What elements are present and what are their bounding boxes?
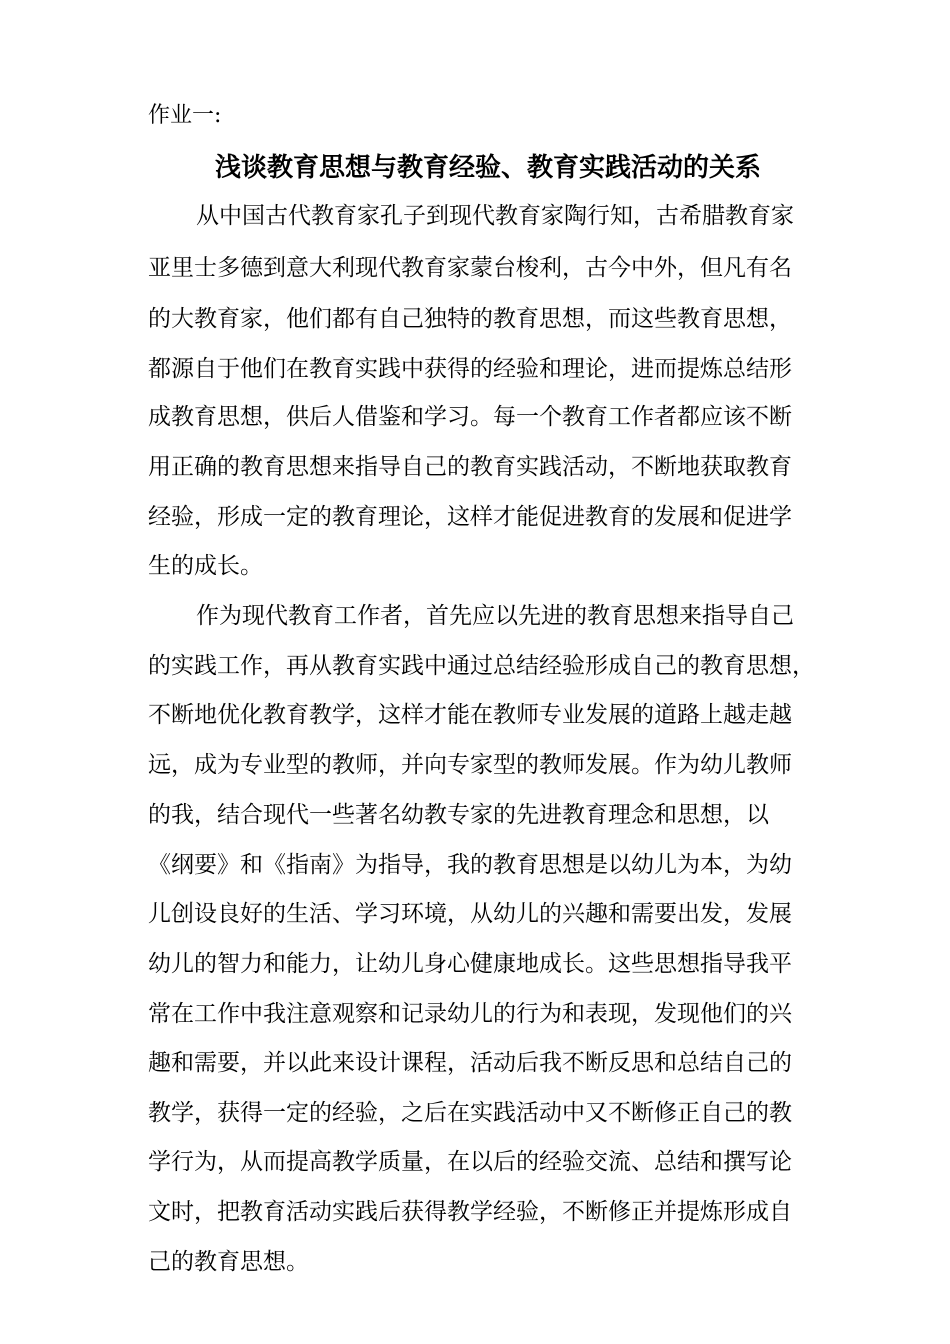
text-line: 都源自于他们在教育实践中获得的经验和理论，进而提炼总结形: [148, 356, 792, 382]
text-line: 远，成为专业型的教师，并向专家型的教师发展。作为幼儿教师: [148, 752, 792, 778]
text-line: 的我，结合现代一些著名幼教专家的先进教育理念和思想，以: [148, 802, 769, 828]
text-line: 教学，获得一定的经验，之后在实践活动中又不断修正自己的教: [148, 1100, 792, 1126]
text-line: 幼儿的智力和能力，让幼儿身心健康地成长。这些思想指导我平: [148, 951, 792, 977]
text-line: 作为现代教育工作者，首先应以先进的教育思想来指导自己: [196, 603, 794, 629]
text-line: 经验，形成一定的教育理论，这样才能促进教育的发展和促进学: [148, 504, 792, 530]
text-line: 文时，把教育活动实践后获得教学经验，不断修正并提炼形成自: [148, 1199, 792, 1225]
text-line: 从中国古代教育家孔子到现代教育家陶行知，古希腊教育家: [196, 203, 794, 229]
text-line: 亚里士多德到意大利现代教育家蒙台梭利，古今中外，但凡有名: [148, 255, 792, 281]
text-line: 学行为，从而提高教学质量，在以后的经验交流、总结和撰写论: [148, 1149, 792, 1175]
text-line: 《纲要》和《指南》为指导，我的教育思想是以幼儿为本，为幼: [148, 852, 792, 878]
text-line: 成教育思想，供后人借鉴和学习。每一个教育工作者都应该不断: [148, 404, 792, 430]
text-line: 趣和需要，并以此来设计课程，活动后我不断反思和总结自己的: [148, 1050, 792, 1076]
text-line: 的大教育家，他们都有自己独特的教育思想，而这些教育思想，: [148, 306, 792, 332]
assignment-label: 作业一:: [148, 103, 222, 128]
text-line: 己的教育思想。: [148, 1249, 309, 1275]
document-title: 浅谈教育思想与教育经验、教育实践活动的关系: [214, 153, 761, 183]
text-line: 的实践工作，再从教育实践中通过总结经验形成自己的教育思想，: [148, 653, 815, 679]
text-line: 不断地优化教育教学，这样才能在教师专业发展的道路上越走越: [148, 702, 792, 728]
text-line: 常在工作中我注意观察和记录幼儿的行为和表现，发现他们的兴: [148, 1001, 792, 1027]
text-line: 儿创设良好的生活、学习环境，从幼儿的兴趣和需要出发，发展: [148, 901, 792, 927]
text-line: 生的成长。: [148, 553, 263, 579]
text-line: 用正确的教育思想来指导自己的教育实践活动，不断地获取教育: [148, 454, 792, 480]
